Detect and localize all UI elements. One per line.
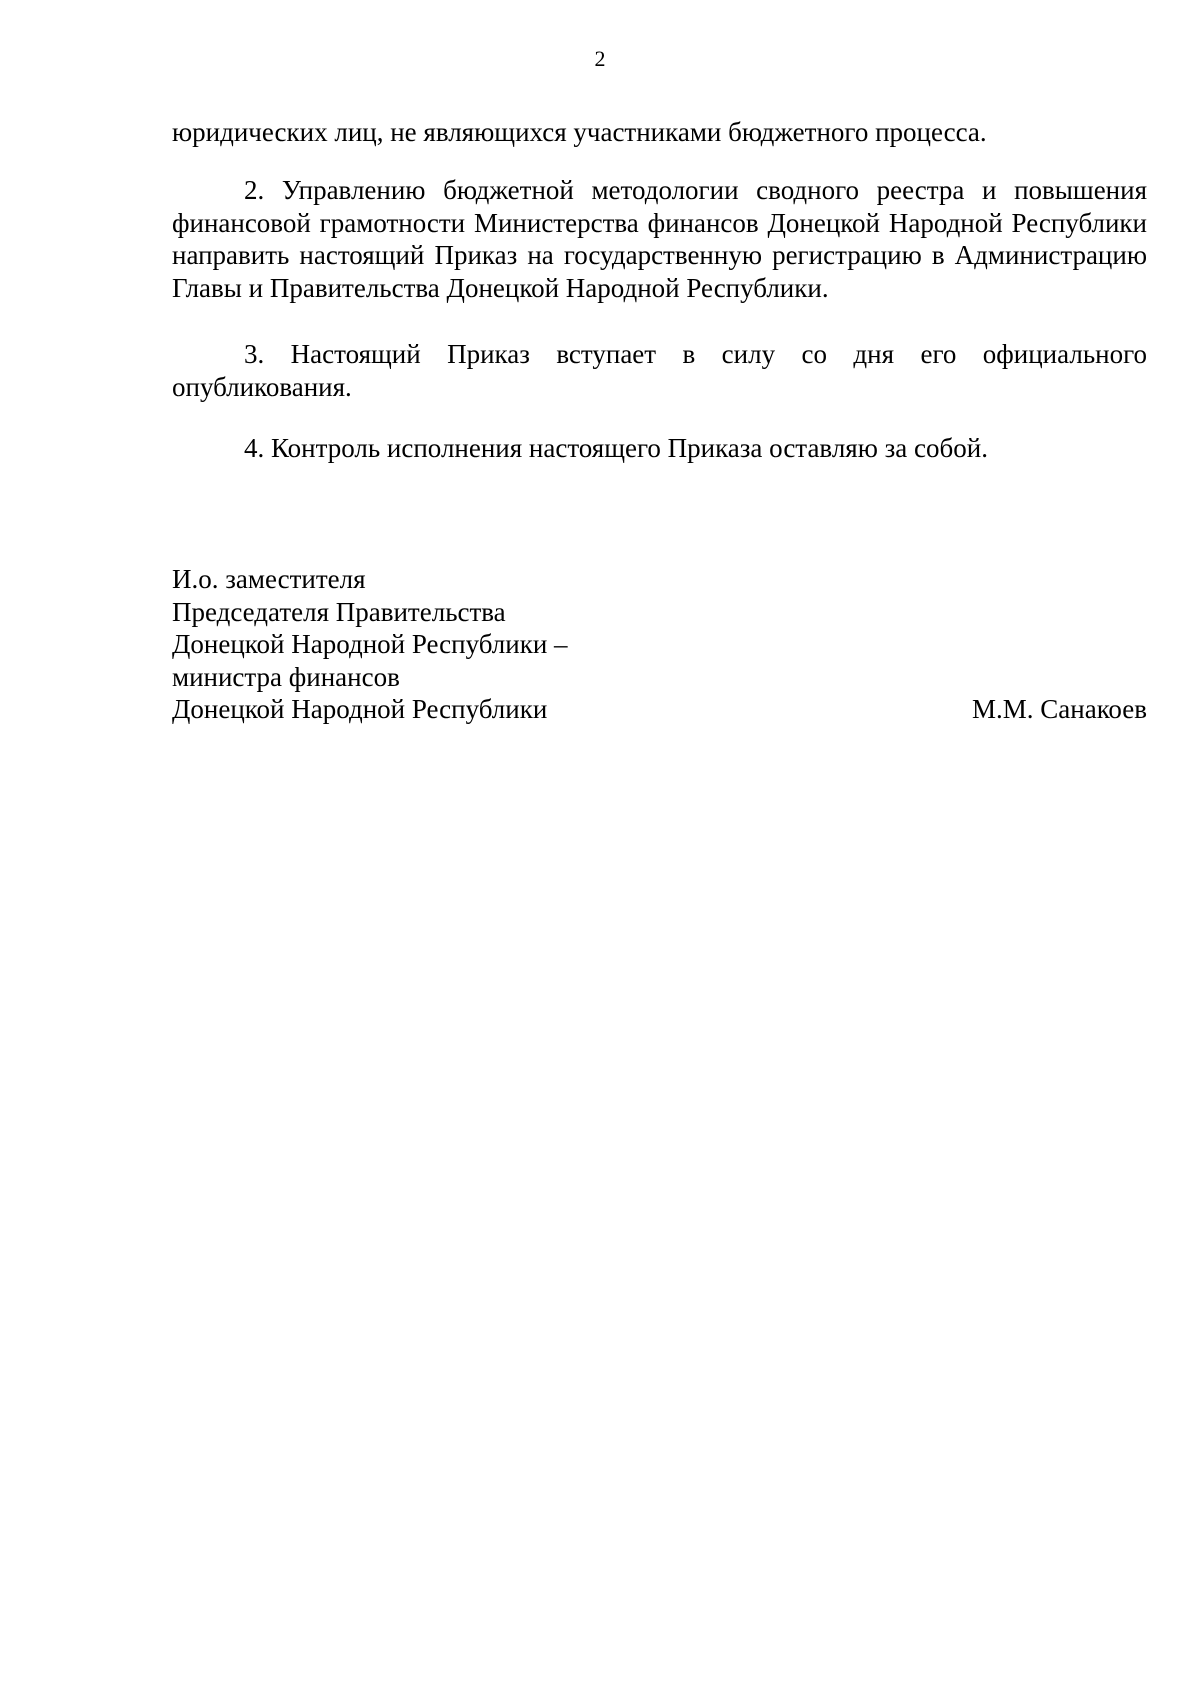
paragraph-4: 4. Контроль исполнения настоящего Приказа оставляю за собой. [244, 433, 988, 463]
signature-title-line: министра финансов [172, 661, 400, 692]
signatory-name: М.М. Санакоев [972, 694, 1147, 724]
paragraph-continuation: юридических лиц, не являющихся участниками бюджетного процесса. [172, 117, 987, 147]
paragraph-2: 2. Управлению бюджетной методологии сводного реестра и повышения финансовой грамотности Министерства финансов Донецкой Народной Республики направить настоящий Приказ на государственную регистрацию в Администрацию Главы и Правительства Донецкой Народной Республики. [172, 175, 1147, 303]
page-number: 2 [594, 46, 606, 71]
signature-title-line: Донецкой Народной Республики [172, 694, 548, 724]
signature-title-line: Донецкой Народной Республики – [172, 629, 568, 659]
signature-block [172, 563, 1147, 726]
paragraph-3: 3. Настоящий Приказ вступает в силу со дня его официального опубликования. [172, 339, 1147, 402]
signature-title-line: Председателя Правительства [172, 596, 506, 627]
signature-title-line: И.о. заместителя [172, 564, 366, 594]
